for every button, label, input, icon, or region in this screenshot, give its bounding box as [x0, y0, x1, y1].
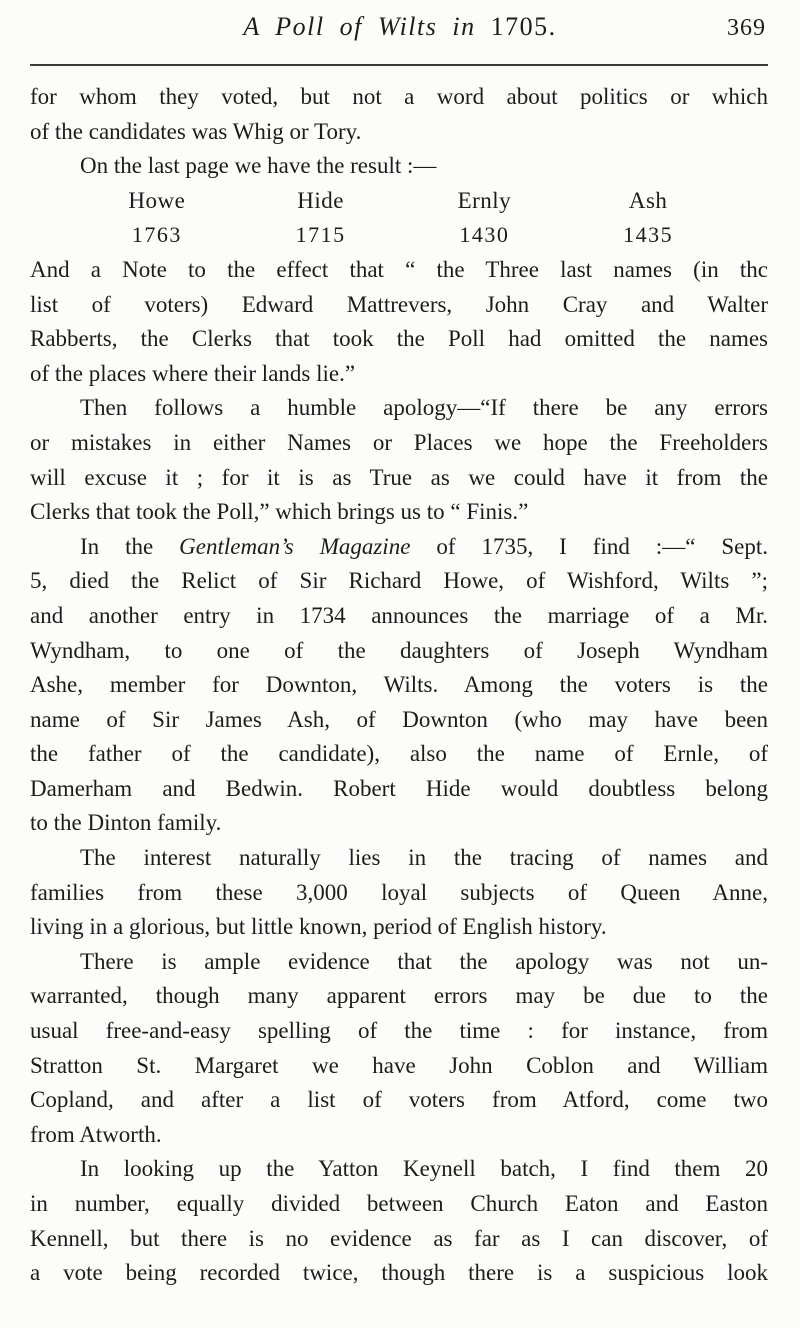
poll-results-values-row — [75, 218, 730, 253]
text-line: On the last page we have the result :— — [80, 153, 437, 179]
text-line: for whom they voted, but not a word about politics or which — [30, 84, 768, 109]
text-line: The interest naturally lies in the tracing of names and — [80, 845, 768, 871]
running-title — [0, 12, 800, 42]
text-line: Wyndham, to one of the daughters of Joseph Wyndham — [30, 637, 768, 663]
text-line: will excuse it ; for it is as True as we could have it from the — [30, 464, 768, 490]
text-line: a vote being recorded twice, though there is a suspicious look — [30, 1260, 768, 1286]
text-line: Kennell, but there is no evidence as far as I can discover, of — [30, 1225, 768, 1251]
text-line: living in a glorious, but little known, period of English history. — [30, 914, 607, 940]
candidate-vote-count: 1430 — [459, 222, 510, 248]
text-line: And a Note to the effect that “ the Three last names (in thc — [30, 256, 768, 282]
running-title-year: 1705. — [490, 12, 557, 41]
poll-results-table — [75, 184, 730, 253]
text-line: in number, equally divided between Church Eaton and Easton — [30, 1191, 768, 1216]
page-number: 369 — [727, 15, 766, 41]
header-rule — [30, 64, 768, 66]
text-segment: Then follows a humble apology—“If there be any errors — [80, 395, 768, 421]
page-header — [0, 0, 800, 62]
candidate-vote-count: 1715 — [295, 222, 346, 248]
text-line: and another entry in 1734 announces the marriage of a Mr. — [30, 602, 768, 628]
candidate-name: Ernly — [457, 187, 512, 213]
text-line: Damerham and Bedwin. Robert Hide would doubtless belong — [30, 775, 768, 801]
text-line: the father of the candidate), also the name of Ernle, of — [30, 741, 768, 767]
text-line: 5, died the Relict of Sir Richard Howe, of Wishford, Wilts ”; — [30, 568, 768, 594]
text-line: warranted, though many apparent errors may be due to the — [30, 983, 768, 1009]
candidate-vote-count: 1435 — [623, 222, 674, 248]
text-line: or mistakes in either Names or Places we hope the Freeholders — [30, 429, 768, 455]
text-line: of the candidates was Whig or Tory. — [30, 118, 362, 144]
text-line — [30, 530, 768, 565]
poll-results-header-row — [75, 184, 730, 219]
text-line: In looking up the Yatton Keynell batch, I find them 20 — [80, 1156, 768, 1182]
text-line: Copland, and after a list of voters from Atford, come two — [30, 1087, 768, 1113]
body-lines-before-table — [30, 80, 768, 184]
text-line: from Atworth. — [30, 1121, 162, 1147]
text-line: Clerks that took the Poll,” which brings us to “ Finis.” — [30, 499, 529, 525]
text-segment: In the — [80, 533, 180, 559]
text-segment: of 1735, I find :—“ Sept. — [410, 533, 768, 559]
text-line: Rabberts, the Clerks that took the Poll had omitted the names — [30, 326, 768, 352]
text-line — [30, 391, 768, 426]
candidate-vote-count: 1763 — [131, 222, 182, 248]
text-line: name of Sir James Ash, of Downton (who may have been — [30, 706, 768, 732]
text-line: Ashe, member for Downton, Wilts. Among the voters is the — [30, 672, 768, 698]
running-title-text: A Poll of Wilts in — [243, 12, 491, 41]
text-line: list of voters) Edward Mattrevers, John Cray and Walter — [30, 291, 768, 317]
italic-text-segment: Gentleman’s Magazine — [179, 533, 411, 559]
text-line: There is ample evidence that the apology was not un- — [80, 948, 768, 974]
candidate-name: Howe — [128, 187, 186, 213]
text-line: Stratton St. Margaret we have John Coblon and William — [30, 1052, 768, 1078]
text-line: to the Dinton family. — [30, 810, 222, 836]
text-line: usual free-and-easy spelling of the time : for instance, from — [30, 1018, 768, 1044]
candidate-name: Hide — [297, 187, 344, 213]
body-lines-after-table — [30, 253, 768, 1291]
page-body — [30, 80, 768, 1291]
candidate-name: Ash — [628, 187, 668, 213]
text-line: of the places where their lands lie.” — [30, 360, 356, 386]
text-line: families from these 3,000 loyal subjects of Queen Anne, — [30, 879, 768, 905]
